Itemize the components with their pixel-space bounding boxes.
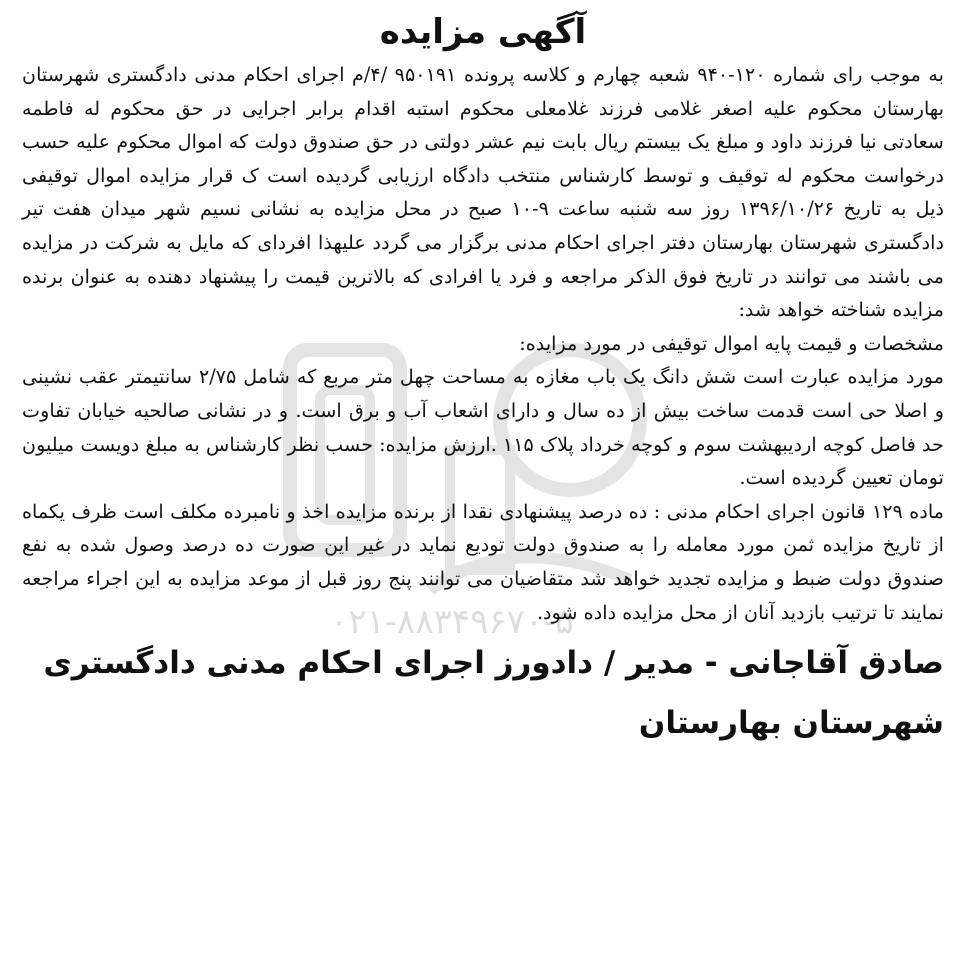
watermark-phone: ۰۲۱-۸۸۳۴۹۶۷۰-۵	[330, 602, 574, 642]
signature-line-1: صادق آقاجانی - مدیر / دادورز اجرای احکام مدنی دادگستری	[43, 645, 944, 682]
paragraph-property: مورد مزایده عبارت است شش دانگ یک باب مغازه به مساحت چهل متر مربع که شامل ۲/۷۵ سانتیمتر عقب نشینی و اصلا حی است قدمت ساخت بیش از ده سال و دارای اشعاب آب و برق است. و در نشانی صالحیه خیابان تفاوت حد فاصل کوچه اردیبهشت سوم و کوچه خرداد پلاک ۱۱۵ .ارزش مزایده: حسب نظر کارشناس به مبلغ دویست میلیون تومان تعیین گردیده است.	[22, 365, 944, 490]
signature-block	[22, 633, 944, 753]
paragraph-specs-heading: مشخصات و قیمت پایه اموال توقیفی در مورد مزایده:	[519, 331, 944, 355]
signature-line-2: شهرستان بهارستان	[638, 705, 944, 742]
notice-title: آگهی مزایده	[379, 12, 587, 52]
paragraph-intro: به موجب رای شماره ۱۲۰-۹۴۰ شعبه چهارم و کلاسه پرونده ۹۵۰۱۹۱ /۴/م اجرای احکام مدنی دادگستری شهرستان بهارستان محکوم علیه اصغر غلامی فرزند غلامعلی محکوم استبه اقدام برابر اجرایی در حق محکوم له فاطمه سعادتی نیا فرزند داود و مبلغ یک بیستم ریال بابت نیم عشر دولتی در حق صندوق دولت که اموال محکوم علیه حسب درخواست محکوم له توقیف و توسط کارشناس منتخب دادگاه ارزیابی گردیده است ک قرار مزایده اموال توقیفی ذیل به تاریخ ۱۳۹۶/۱۰/۲۶ روز سه شنبه ساعت ۹-۱۰ صبح در محل مزایده به نشانی نسیم شهر میدان هفت تیر دادگستری شهرستان بهارستان دفتر اجرای احکام مدنی برگزار می گردد علیهذا افردای که مایل به شرکت در مزایده می باشند می توانند در تاریخ فوق الذکر مراجعه و فرد یا افرادی که بالاترین قیمت را پیشنهاد دهنده به عنوان برنده مزایده شناخته خواهد شد:	[22, 63, 944, 322]
paragraph-article-129: ماده ۱۲۹ قانون اجرای احکام مدنی : ده درصد پیشنهادی نقدا از برنده مزایده اخذ و نامبرده مکلف است ظرف یکماه از تاریخ مزایده ثمن مورد معامله را به صندوق دولت تودیع نماید در غیر این صورت ده درصد وصول شده به نفع صندوق دولت ضبط و مزایده تجدید خواهد شد متقاضیان می توانند پنج روز قبل از موعد مزایده به این اجراء مراجعه نمایند تا ترتیب بازدید آنان از محل مزایده داده شود.	[22, 499, 944, 624]
notice-body	[22, 58, 944, 629]
